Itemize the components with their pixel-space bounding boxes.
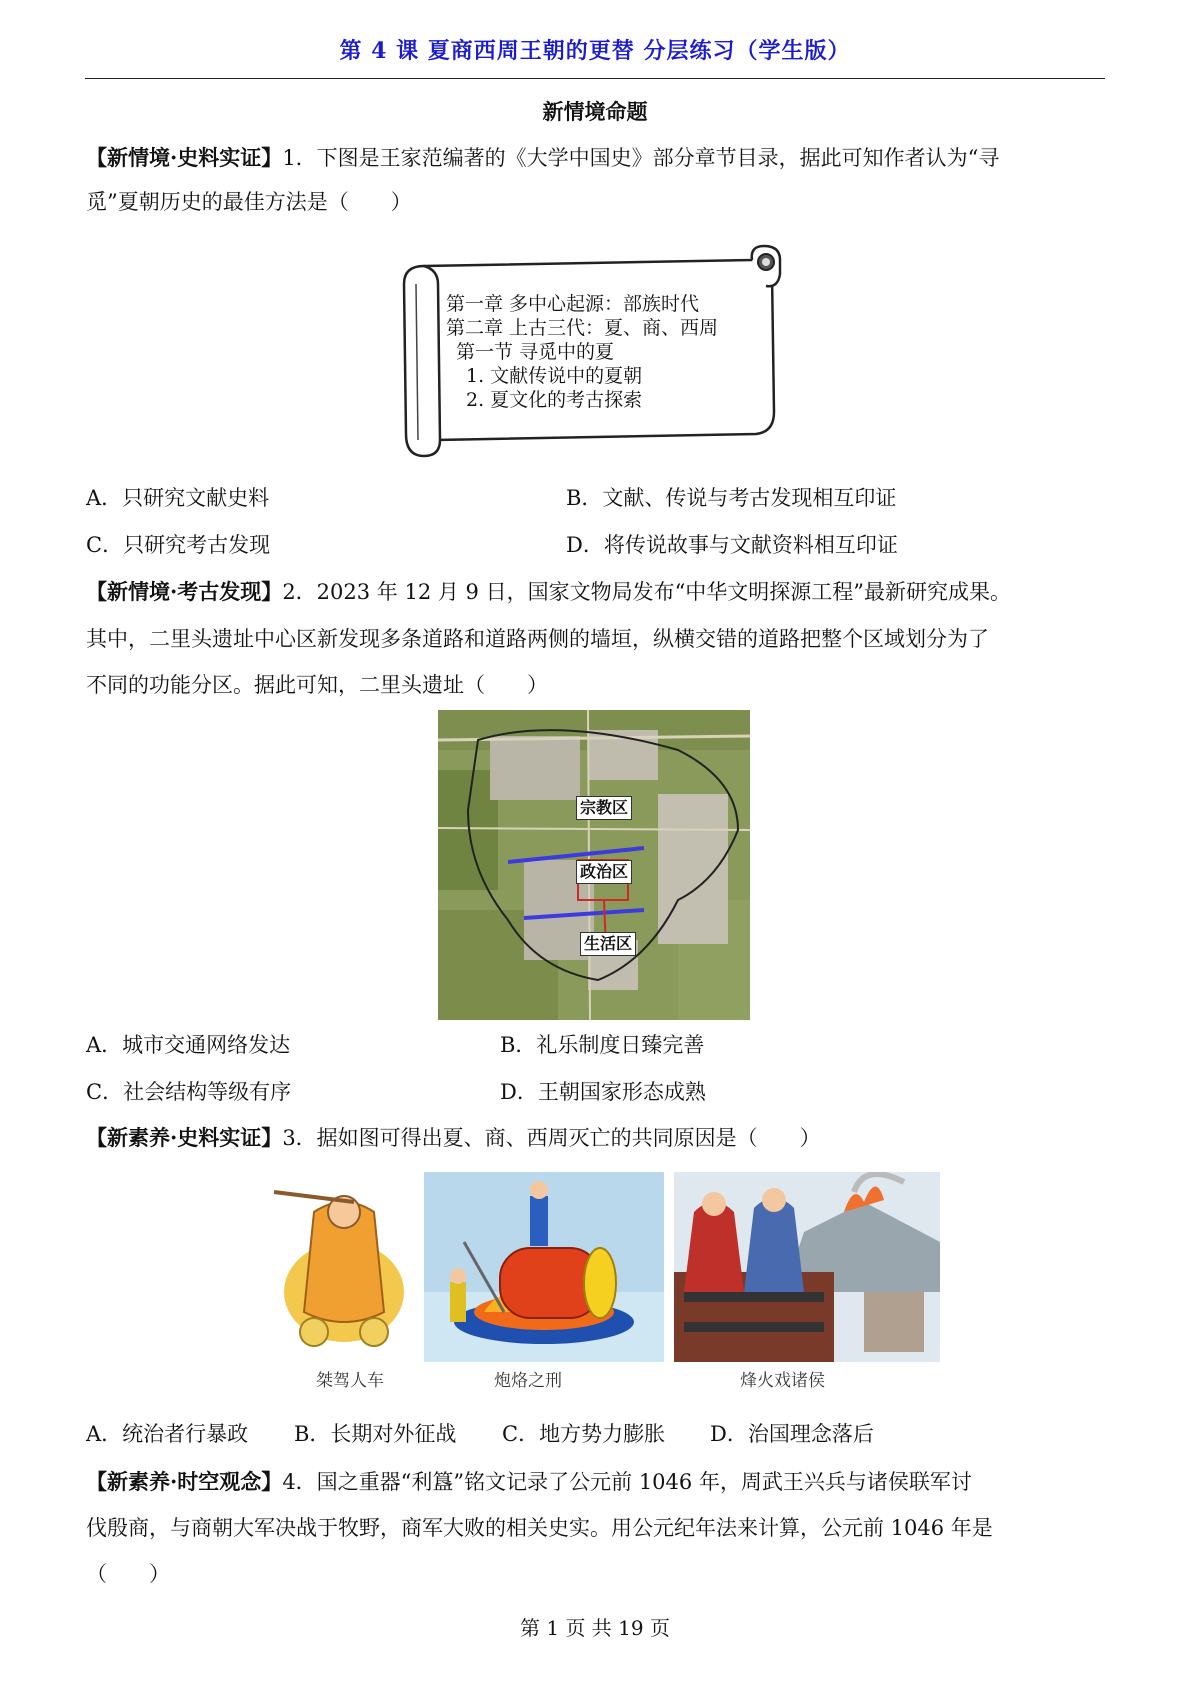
- q1-option-d: D．将传说故事与文献资料相互印证: [566, 533, 898, 557]
- scroll-line-4: 1. 文献传说中的夏朝: [466, 365, 643, 387]
- q3-option-b: B．长期对外征战: [294, 1422, 457, 1446]
- q4-tag: 【新素养·时空观念】: [86, 1469, 283, 1494]
- q2-tag: 【新情境·考古发现】: [86, 579, 283, 604]
- q4-line2: 伐殷商，与商朝大军决战于牧野，商军大败的相关史实。用公元纪年法来计算，公元前 1046 年是: [86, 1516, 993, 1540]
- q1-option-b: B．文献、传说与考古发现相互印证: [566, 486, 897, 510]
- q2-line1: [86, 580, 1011, 604]
- q2-line2: 其中，二里头遗址中心区新发现多条道路和道路两侧的墙垣，纵横交错的道路把整个区域划分为了: [86, 627, 989, 651]
- q4-text1: 4．国之重器“利簋”铭文记录了公元前 1046 年，周武王兴兵与诸侯联军讨: [282, 1470, 972, 1494]
- q3-text1: 3．据如图可得出夏、商、西周灭亡的共同原因是（ ）: [282, 1126, 821, 1150]
- scroll-line-5: 2. 夏文化的考古探索: [466, 389, 643, 411]
- header-divider: [85, 78, 1105, 79]
- q2-line3: 不同的功能分区。据此可知，二里头遗址（ ）: [86, 673, 548, 697]
- illustration-fenghuo: [674, 1172, 940, 1362]
- q1-option-c: C．只研究考古发现: [86, 533, 271, 557]
- scroll-line-3: 第一节 寻觅中的夏: [456, 341, 615, 363]
- map-label-religious: 宗教区: [576, 796, 632, 820]
- q2-option-d: D．王朝国家形态成熟: [500, 1080, 706, 1104]
- section-title: 新情境命题: [542, 99, 648, 124]
- illustration-paoluo: [424, 1172, 664, 1362]
- q2-option-a: A．城市交通网络发达: [86, 1033, 291, 1057]
- q3-illustrations: [264, 1172, 940, 1362]
- q3-option-a: A．统治者行暴政: [86, 1422, 249, 1446]
- page-header-title: 第 4 课 夏商西周王朝的更替 分层练习（学生版）: [339, 38, 851, 64]
- q4-line3: （ ）: [86, 1562, 170, 1586]
- illustrations-drawing: [264, 1172, 940, 1362]
- caption-jie: 桀驾人车: [316, 1371, 384, 1391]
- q1-text1: 1．下图是王家范编著的《大学中国史》部分章节目录，据此可知作者认为“寻: [282, 146, 1000, 170]
- illustration-jie: [264, 1172, 414, 1362]
- scroll-line-1: 第一章 多中心起源：部族时代: [446, 293, 700, 315]
- q1-line1: [86, 146, 999, 170]
- page-footer: 第 1 页 共 19 页: [520, 1616, 670, 1640]
- q1-option-a: A．只研究文献史料: [86, 486, 270, 510]
- q1-line2: 觅”夏朝历史的最佳方法是（ ）: [86, 190, 412, 214]
- scroll-line-2: 第二章 上古三代：夏、商、西周: [446, 317, 719, 339]
- q2-option-b: B．礼乐制度日臻完善: [500, 1033, 705, 1057]
- caption-paoluo: 炮烙之刑: [494, 1371, 562, 1391]
- q1-tag: 【新情境·史料实证】: [86, 145, 283, 170]
- q3-option-d: D．治国理念落后: [710, 1422, 874, 1446]
- q2-option-c: C．社会结构等级有序: [86, 1080, 292, 1104]
- q3-line1: [86, 1126, 821, 1150]
- q2-text1: 2．2023 年 12 月 9 日，国家文物局发布“中华文明探源工程”最新研究成果。: [282, 580, 1012, 604]
- q4-line1: [86, 1470, 972, 1494]
- map-label-political: 政治区: [576, 860, 632, 884]
- q3-tag: 【新素养·史料实证】: [86, 1125, 283, 1150]
- q3-option-c: C．地方势力膨胀: [502, 1422, 666, 1446]
- map-label-living: 生活区: [580, 932, 636, 956]
- caption-fenghuo: 烽火戏诸侯: [740, 1371, 825, 1391]
